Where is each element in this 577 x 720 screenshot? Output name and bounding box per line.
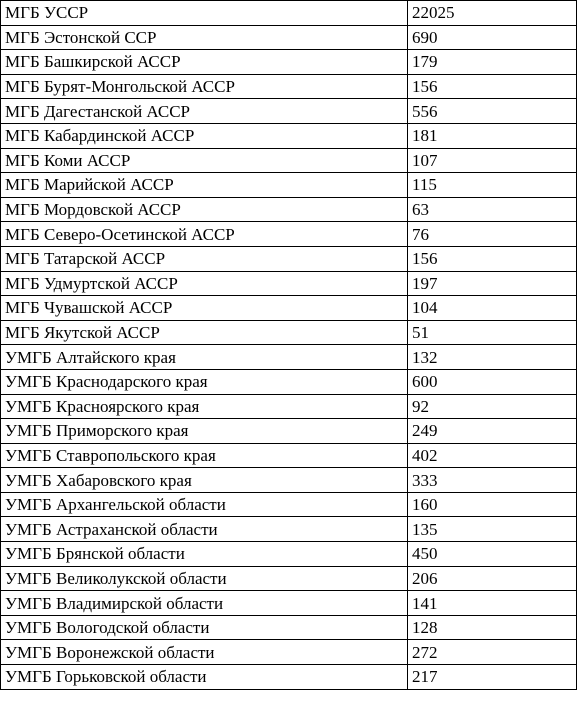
count-cell: 197 <box>408 271 577 296</box>
table-row <box>1 173 577 198</box>
agency-name-cell: МГБ Татарской АССР <box>1 246 408 271</box>
agency-name-cell: УМГБ Ставропольского края <box>1 443 408 468</box>
count-cell: 76 <box>408 222 577 247</box>
table-row <box>1 148 577 173</box>
table-row <box>1 615 577 640</box>
table-row <box>1 74 577 99</box>
agency-name-cell: УМГБ Красноярского края <box>1 394 408 419</box>
table-row <box>1 566 577 591</box>
table-row <box>1 591 577 616</box>
agency-name-cell: МГБ Башкирской АССР <box>1 50 408 75</box>
table-row <box>1 50 577 75</box>
agency-name-cell: МГБ УССР <box>1 1 408 26</box>
table-row <box>1 1 577 26</box>
table-row <box>1 468 577 493</box>
table-row <box>1 542 577 567</box>
count-cell: 156 <box>408 246 577 271</box>
table-row <box>1 197 577 222</box>
count-cell: 249 <box>408 419 577 444</box>
agency-name-cell: МГБ Северо-Осетинской АССР <box>1 222 408 247</box>
agency-name-cell: МГБ Кабардинской АССР <box>1 123 408 148</box>
agency-name-cell: МГБ Мордовской АССР <box>1 197 408 222</box>
table-row <box>1 296 577 321</box>
table-row <box>1 419 577 444</box>
agency-name-cell: МГБ Коми АССР <box>1 148 408 173</box>
table-row <box>1 320 577 345</box>
agency-name-cell: УМГБ Горьковской области <box>1 665 408 690</box>
agency-name-cell: МГБ Удмуртской АССР <box>1 271 408 296</box>
agency-name-cell: УМГБ Приморского края <box>1 419 408 444</box>
table-row <box>1 25 577 50</box>
count-cell: 22025 <box>408 1 577 26</box>
agency-name-cell: УМГБ Вологодской области <box>1 615 408 640</box>
table-row <box>1 492 577 517</box>
table-row <box>1 517 577 542</box>
agency-name-cell: МГБ Чувашской АССР <box>1 296 408 321</box>
agency-name-cell: УМГБ Алтайского края <box>1 345 408 370</box>
table-row <box>1 665 577 690</box>
agency-name-cell: УМГБ Архангельской области <box>1 492 408 517</box>
agency-name-cell: УМГБ Хабаровского края <box>1 468 408 493</box>
count-cell: 333 <box>408 468 577 493</box>
agency-name-cell: УМГБ Краснодарского края <box>1 369 408 394</box>
count-cell: 135 <box>408 517 577 542</box>
table-row <box>1 443 577 468</box>
count-cell: 206 <box>408 566 577 591</box>
count-cell: 272 <box>408 640 577 665</box>
table-row <box>1 640 577 665</box>
agency-name-cell: УМГБ Астраханской области <box>1 517 408 542</box>
table-row <box>1 394 577 419</box>
count-cell: 600 <box>408 369 577 394</box>
agency-name-cell: УМГБ Воронежской области <box>1 640 408 665</box>
count-cell: 402 <box>408 443 577 468</box>
table-row <box>1 345 577 370</box>
count-cell: 107 <box>408 148 577 173</box>
count-cell: 141 <box>408 591 577 616</box>
count-cell: 160 <box>408 492 577 517</box>
count-cell: 690 <box>408 25 577 50</box>
agency-name-cell: УМГБ Брянской области <box>1 542 408 567</box>
count-cell: 179 <box>408 50 577 75</box>
count-cell: 104 <box>408 296 577 321</box>
count-cell: 156 <box>408 74 577 99</box>
agency-name-cell: МГБ Бурят-Монгольской АССР <box>1 74 408 99</box>
agency-name-cell: МГБ Дагестанской АССР <box>1 99 408 124</box>
table-row <box>1 123 577 148</box>
count-cell: 450 <box>408 542 577 567</box>
count-cell: 51 <box>408 320 577 345</box>
count-cell: 132 <box>408 345 577 370</box>
agency-name-cell: МГБ Эстонской ССР <box>1 25 408 50</box>
agency-name-cell: УМГБ Владимирской области <box>1 591 408 616</box>
agency-name-cell: МГБ Марийской АССР <box>1 173 408 198</box>
count-cell: 63 <box>408 197 577 222</box>
table-row <box>1 99 577 124</box>
table-body <box>1 1 577 690</box>
count-cell: 556 <box>408 99 577 124</box>
agency-name-cell: МГБ Якутской АССР <box>1 320 408 345</box>
table-row <box>1 271 577 296</box>
count-cell: 128 <box>408 615 577 640</box>
table-row <box>1 369 577 394</box>
agency-name-cell: УМГБ Великолукской области <box>1 566 408 591</box>
count-cell: 92 <box>408 394 577 419</box>
table-row <box>1 222 577 247</box>
table-row <box>1 246 577 271</box>
count-cell: 217 <box>408 665 577 690</box>
count-cell: 115 <box>408 173 577 198</box>
count-cell: 181 <box>408 123 577 148</box>
